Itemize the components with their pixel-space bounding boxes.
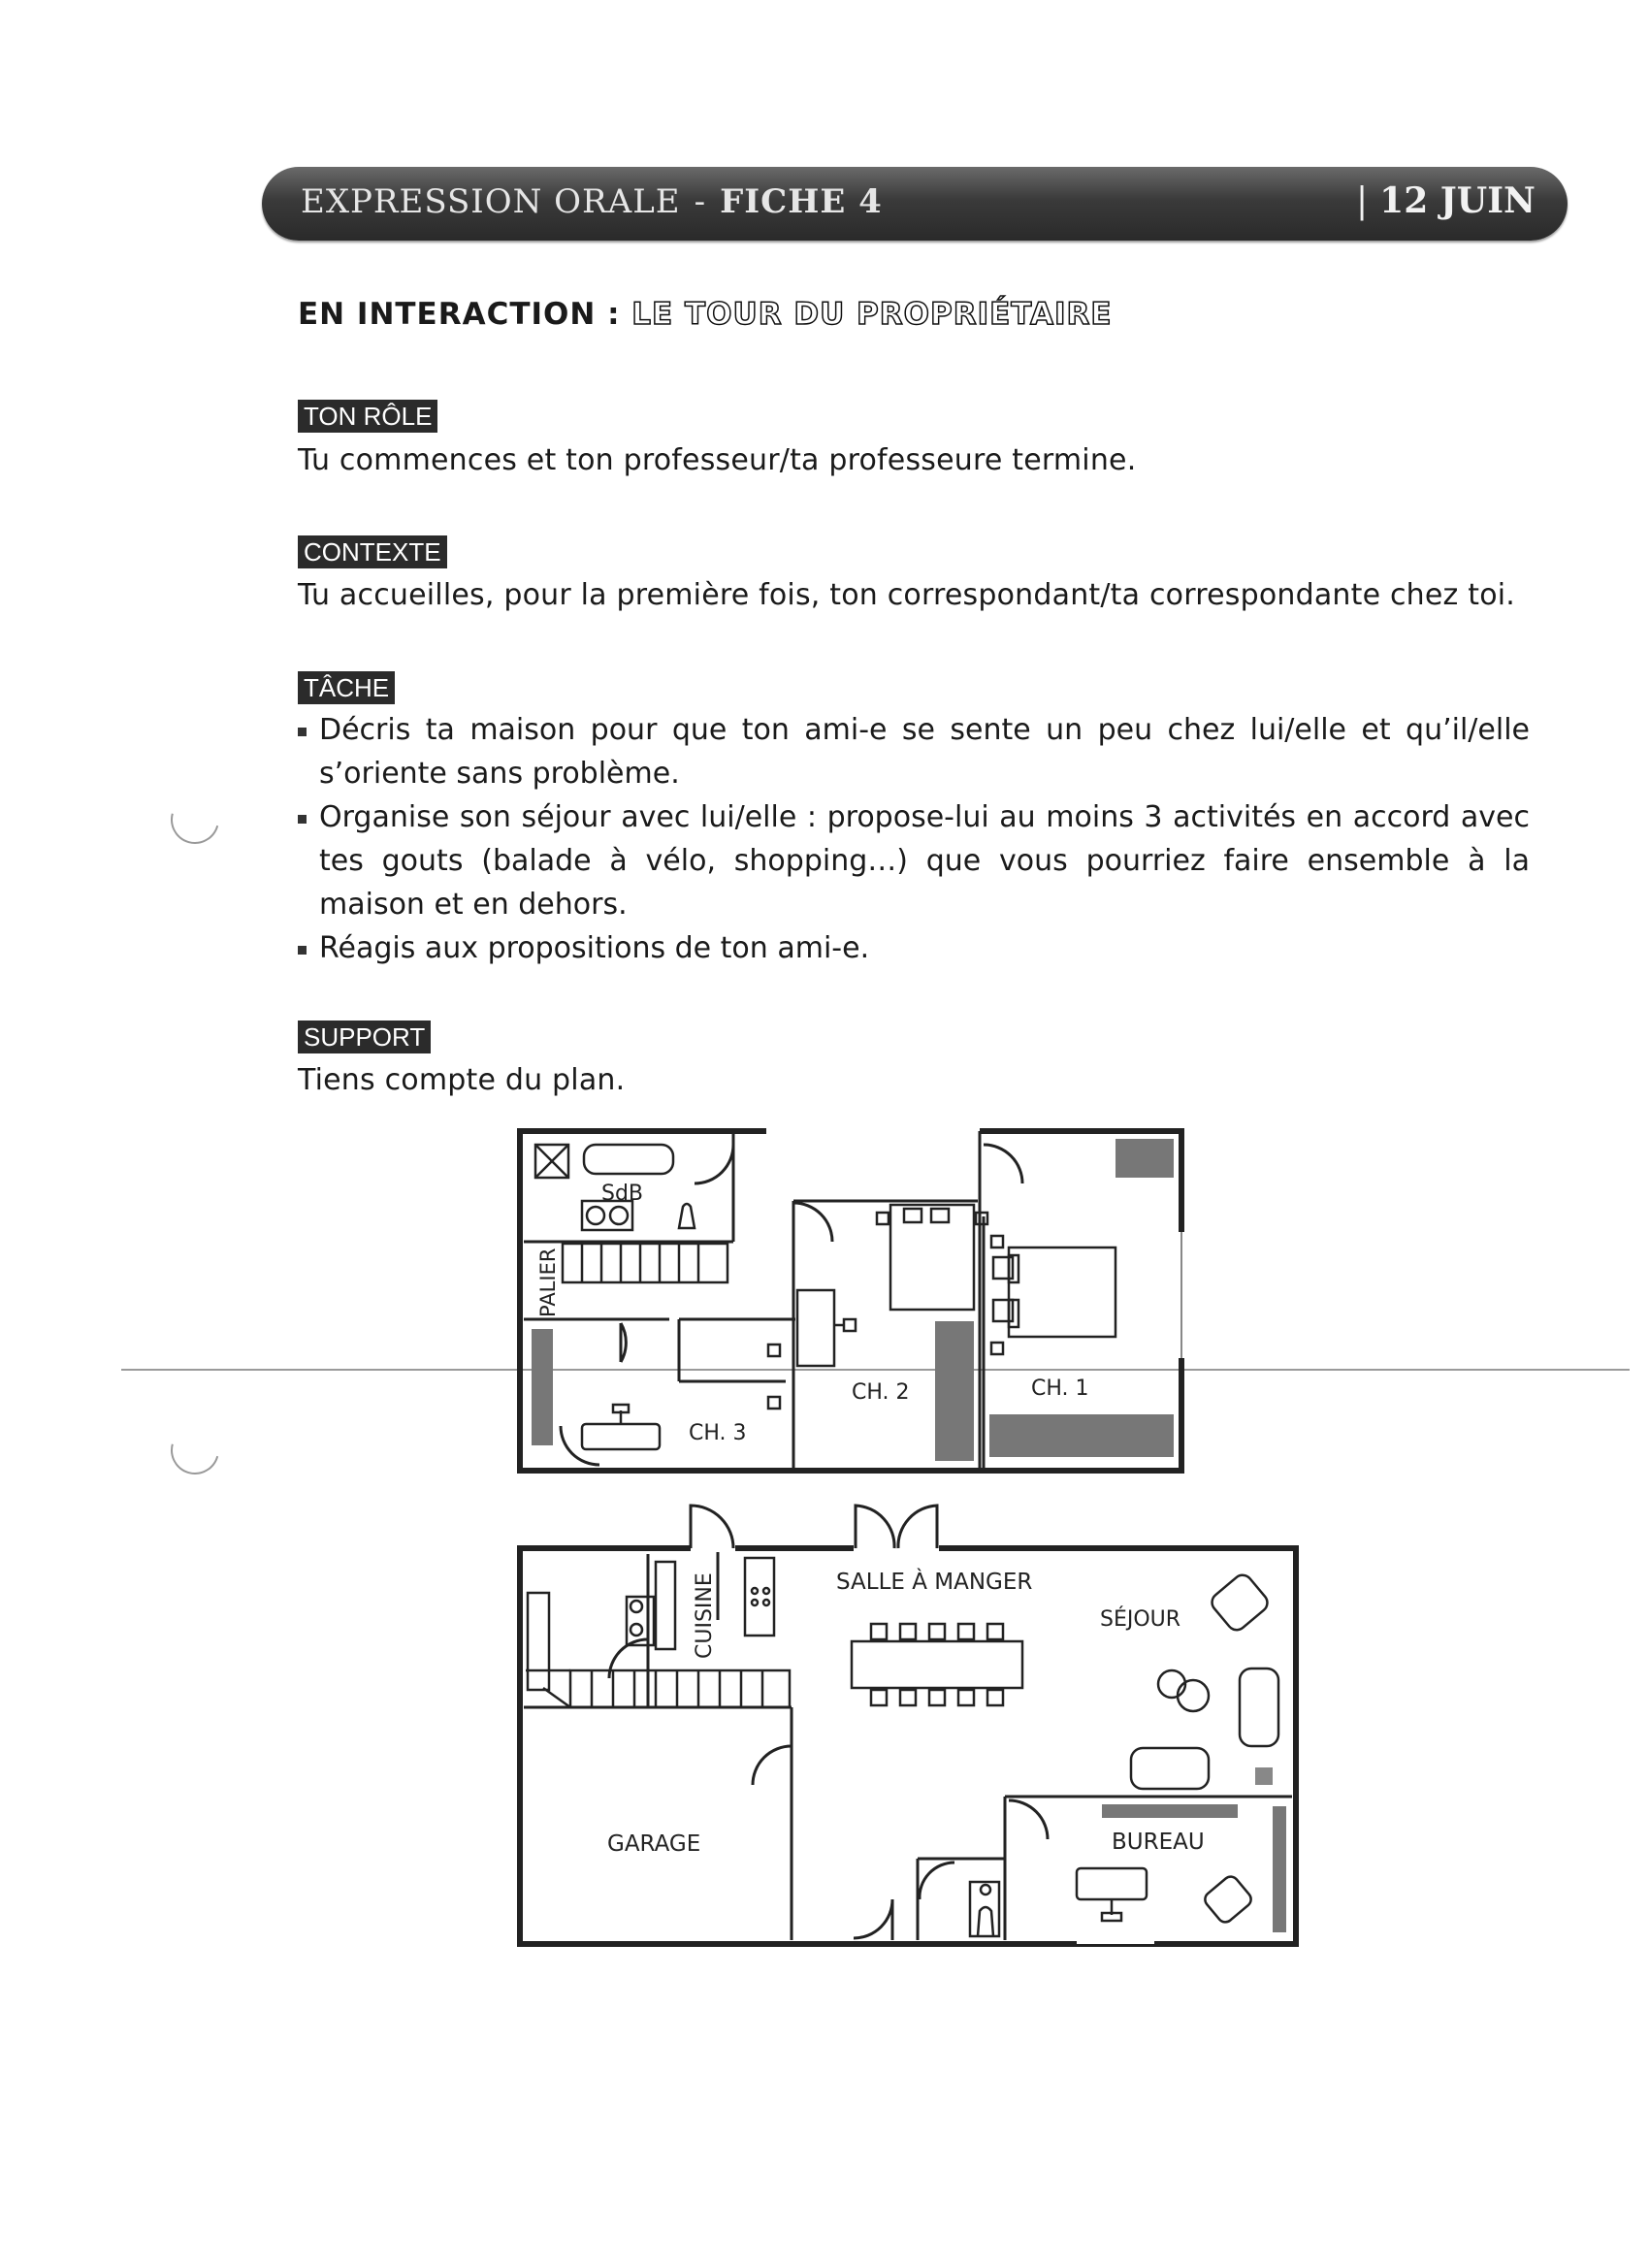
punch-hole-mark bbox=[162, 787, 228, 853]
label-ch1: CH. 1 bbox=[1031, 1377, 1089, 1401]
upper-floor-plan bbox=[520, 1131, 1181, 1471]
context-text: Tu accueilles, pour la première fois, ton correspondant/ta correspondante chez toi. bbox=[298, 578, 1516, 612]
upper-stairs bbox=[563, 1244, 728, 1282]
label-cuisine: CUISINE bbox=[693, 1572, 717, 1659]
support-text: Tiens compte du plan. bbox=[298, 1063, 626, 1097]
task-item bbox=[298, 708, 1530, 795]
label-salle-a-manger: SALLE À MANGER bbox=[836, 1570, 1033, 1595]
label-sdb: SdB bbox=[601, 1182, 644, 1206]
label-ch3: CH. 3 bbox=[689, 1421, 747, 1445]
label-bureau: BUREAU bbox=[1112, 1830, 1205, 1855]
header-date-text: 12 JUIN bbox=[1379, 180, 1536, 221]
task-item-text: Réagis aux propositions de ton ami-e. bbox=[319, 931, 870, 965]
header-pipe: | bbox=[1356, 181, 1369, 221]
lower-outer-wall bbox=[520, 1548, 1296, 1944]
ch3-furniture bbox=[582, 1405, 660, 1449]
punch-hole-mark bbox=[162, 1417, 228, 1483]
support-label: SUPPORT bbox=[298, 1021, 431, 1053]
upper-outer-wall bbox=[520, 1131, 1181, 1471]
role-text: Tu commences et ton professeur/ta professeure termine. bbox=[298, 443, 1137, 477]
bureau-furniture bbox=[1077, 1804, 1286, 1944]
header-fiche: FICHE 4 bbox=[720, 182, 883, 221]
label-sejour: SÉJOUR bbox=[1100, 1607, 1181, 1632]
ch1-furniture bbox=[991, 1236, 1116, 1354]
task-label: TÂCHE bbox=[298, 671, 395, 704]
role-label: TON RÔLE bbox=[298, 400, 437, 433]
bathroom-fixtures bbox=[535, 1145, 695, 1230]
context-label: CONTEXTE bbox=[298, 535, 447, 568]
label-garage: GARAGE bbox=[607, 1831, 701, 1857]
task-item-text: Organise son séjour avec lui/elle : propose-lui au moins 3 activités en accord avec tes gouts (balade à vélo, shopping…) que vous pourriez faire ensemble à la maison et en dehors. bbox=[319, 800, 1530, 922]
task-item bbox=[298, 926, 1530, 970]
section-prefix: EN INTERACTION : bbox=[298, 297, 621, 332]
header-left-title: EXPRESSION ORALE bbox=[301, 182, 681, 221]
section-title bbox=[298, 297, 1113, 332]
label-palier: PALIER bbox=[536, 1247, 560, 1317]
scan-line bbox=[121, 1369, 1630, 1371]
header-separator: - bbox=[694, 182, 707, 221]
header-title bbox=[301, 182, 883, 221]
task-item bbox=[298, 795, 1530, 926]
task-list bbox=[298, 708, 1530, 970]
lower-floor-plan bbox=[520, 1506, 1296, 1944]
kitchen-fixtures bbox=[528, 1558, 774, 1690]
ch2-furniture bbox=[768, 1205, 987, 1409]
dining-table bbox=[852, 1624, 1022, 1705]
section-title-outlined: LE TOUR DU PROPRIÉTAIRE bbox=[631, 297, 1113, 332]
label-ch2: CH. 2 bbox=[852, 1380, 910, 1405]
living-furniture bbox=[1131, 1571, 1278, 1789]
header-date bbox=[1356, 180, 1536, 221]
task-item-text: Décris ta maison pour que ton ami-e se sente un peu chez lui/elle et qu’il/elle s’oriente sans problème. bbox=[319, 713, 1530, 791]
lower-stairs bbox=[526, 1670, 790, 1707]
wc-fixtures bbox=[970, 1882, 999, 1936]
